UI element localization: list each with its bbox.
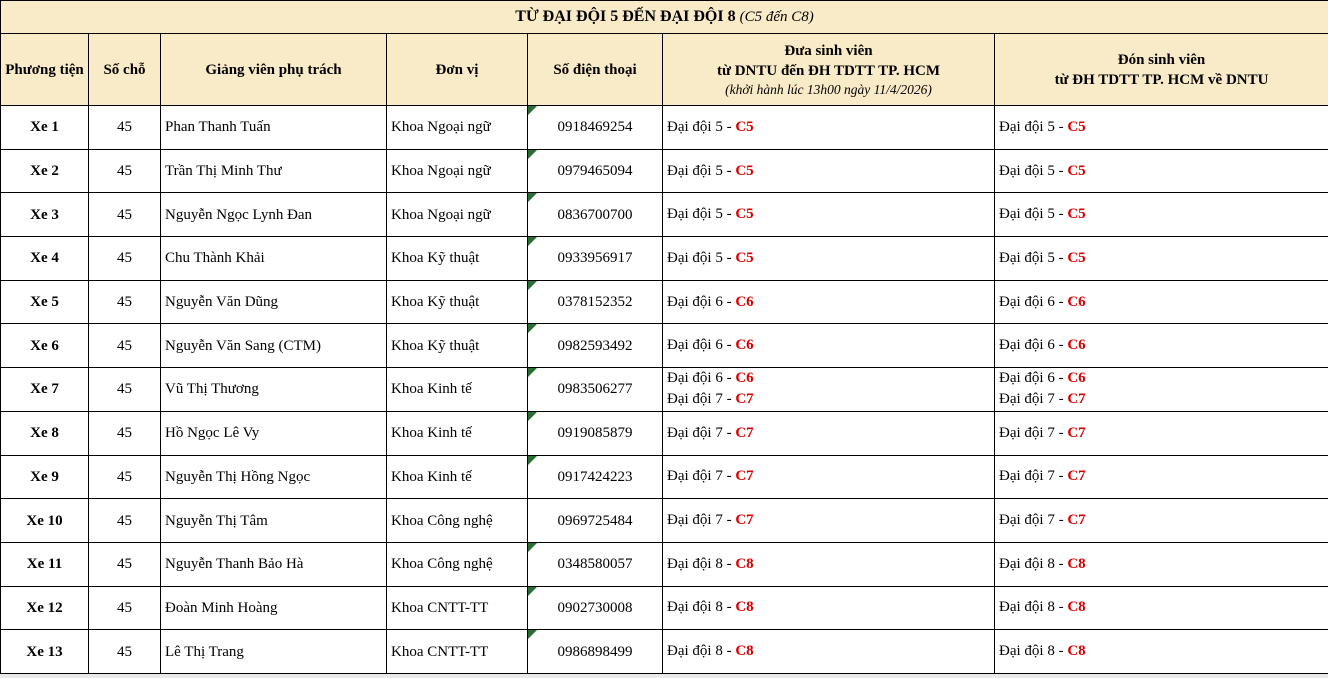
- column-header-vehicle[interactable]: Phương tiện: [1, 34, 89, 106]
- phone-number: 0933956917: [557, 250, 633, 267]
- phone-cell[interactable]: [528, 586, 663, 630]
- dropoff-cell[interactable]: [663, 455, 995, 499]
- company-code: C7: [1067, 468, 1086, 485]
- company-code: C7: [1067, 424, 1086, 441]
- unit-cell[interactable]: Khoa Kinh tế: [387, 411, 528, 455]
- assignment-line: [667, 423, 994, 444]
- table-row: [1, 455, 1328, 499]
- number-stored-as-text-icon: [528, 412, 537, 421]
- phone-number: 0836700700: [557, 206, 633, 223]
- vehicle-cell[interactable]: Xe 11: [1, 542, 89, 586]
- phone-number: 0979465094: [557, 163, 633, 180]
- dropoff-cell[interactable]: [663, 630, 995, 674]
- seats-cell[interactable]: 45: [89, 630, 161, 674]
- assignment-line: [999, 292, 1328, 313]
- assignment-text: Đại đội 5 -: [667, 118, 736, 135]
- assignment-line: [667, 335, 994, 356]
- table-row: [1, 324, 1328, 368]
- assignment-text: Đại đội 5 -: [667, 206, 736, 223]
- dropoff-cell[interactable]: [663, 411, 995, 455]
- column-header-dropoff[interactable]: Đưa sinh viên từ DNTU đến ĐH TDTT TP. HCM (khởi hành lúc 13h00 ngày 11/4/2026): [663, 34, 995, 106]
- number-stored-as-text-icon: [528, 587, 537, 596]
- assignment-text: Đại đội 6 -: [999, 337, 1068, 354]
- unit-cell[interactable]: Khoa Ngoại ngữ: [387, 193, 528, 237]
- lecturer-cell[interactable]: Nguyễn Ngọc Lynh Đan: [161, 193, 387, 237]
- dropoff-cell[interactable]: [663, 149, 995, 193]
- company-code: C5: [735, 162, 754, 179]
- assignment-text: Đại đội 5 -: [667, 162, 736, 179]
- phone-number: 0983506277: [557, 381, 633, 398]
- company-code: C8: [735, 599, 754, 616]
- assignment-line: [667, 597, 994, 618]
- assignment-text: Đại đội 6 -: [999, 293, 1068, 310]
- dropoff-cell[interactable]: [663, 324, 995, 368]
- seats-cell[interactable]: 45: [89, 280, 161, 324]
- dropoff-cell[interactable]: [663, 542, 995, 586]
- assignment-line: [667, 204, 994, 225]
- assignment-text: Đại đội 7 -: [667, 512, 736, 529]
- assignment-line: [667, 554, 994, 575]
- phone-number: 0982593492: [557, 337, 633, 354]
- assignment-line: [667, 510, 994, 531]
- assignment-text: Đại đội 8 -: [999, 599, 1068, 616]
- company-code: C7: [735, 424, 754, 441]
- pickup-cell[interactable]: [995, 455, 1328, 499]
- lecturer-cell[interactable]: Lê Thị Trang: [161, 630, 387, 674]
- phone-number: 0986898499: [557, 643, 633, 660]
- table-row: [1, 586, 1328, 630]
- number-stored-as-text-icon: [528, 456, 537, 465]
- table-row: [1, 193, 1328, 237]
- assignment-line: [667, 117, 994, 138]
- assignment-line: [999, 248, 1328, 269]
- pickup-cell[interactable]: [995, 106, 1328, 150]
- company-code: C5: [1067, 249, 1086, 266]
- phone-cell[interactable]: [528, 280, 663, 324]
- vehicle-cell[interactable]: Xe 2: [1, 149, 89, 193]
- assignment-text: Đại đội 6 -: [667, 293, 736, 310]
- assignment-text: Đại đội 6 -: [667, 337, 736, 354]
- unit-cell[interactable]: Khoa Kinh tế: [387, 455, 528, 499]
- table-row: [1, 237, 1328, 281]
- dropoff-cell[interactable]: [663, 193, 995, 237]
- company-code: C7: [1067, 512, 1086, 529]
- vehicle-cell[interactable]: Xe 7: [1, 368, 89, 412]
- assignment-line: [667, 292, 994, 313]
- dropoff-cell[interactable]: [663, 106, 995, 150]
- pickup-cell[interactable]: [995, 149, 1328, 193]
- company-code: C6: [735, 293, 754, 310]
- unit-cell[interactable]: Khoa Kỹ thuật: [387, 280, 528, 324]
- table-title: TỪ ĐẠI ĐỘI 5 ĐẾN ĐẠI ĐỘI 8: [515, 8, 736, 25]
- phone-cell[interactable]: [528, 193, 663, 237]
- unit-cell[interactable]: Khoa Kỹ thuật: [387, 237, 528, 281]
- assignment-text: Đại đội 7 -: [667, 391, 736, 408]
- phone-cell[interactable]: [528, 630, 663, 674]
- company-code: C7: [735, 468, 754, 485]
- vehicle-cell[interactable]: Xe 4: [1, 237, 89, 281]
- company-code: C6: [1067, 370, 1086, 387]
- assignment-line: [667, 368, 994, 389]
- dropoff-cell[interactable]: [663, 368, 995, 412]
- lecturer-cell[interactable]: Hồ Ngọc Lê Vy: [161, 411, 387, 455]
- header-row: [1, 34, 1328, 106]
- number-stored-as-text-icon: [528, 237, 537, 246]
- company-code: C5: [735, 206, 754, 223]
- company-code: C8: [735, 555, 754, 572]
- dropoff-cell[interactable]: [663, 280, 995, 324]
- assignment-text: Đại đội 5 -: [999, 249, 1068, 266]
- pickup-cell[interactable]: [995, 411, 1328, 455]
- unit-cell[interactable]: Khoa Công nghệ: [387, 542, 528, 586]
- table-row: [1, 106, 1328, 150]
- pickup-cell[interactable]: [995, 280, 1328, 324]
- seats-cell[interactable]: 45: [89, 586, 161, 630]
- company-code: C6: [1067, 293, 1086, 310]
- lecturer-cell[interactable]: Nguyễn Văn Dũng: [161, 280, 387, 324]
- seats-cell[interactable]: 45: [89, 411, 161, 455]
- assignment-line: [667, 248, 994, 269]
- assignment-line: [999, 117, 1328, 138]
- dropoff-departure-note: (khởi hành lúc 13h00 ngày 11/4/2026): [725, 81, 932, 97]
- table-row: [1, 630, 1328, 674]
- dropoff-cell[interactable]: [663, 237, 995, 281]
- assignment-line: [667, 641, 994, 662]
- number-stored-as-text-icon: [528, 106, 537, 115]
- vehicle-cell[interactable]: Xe 6: [1, 324, 89, 368]
- assignment-line: [999, 554, 1328, 575]
- assignment-text: Đại đội 5 -: [999, 118, 1068, 135]
- column-header-seats[interactable]: Số chỗ: [89, 34, 161, 106]
- unit-cell[interactable]: Khoa Ngoại ngữ: [387, 106, 528, 150]
- table-row: [1, 499, 1328, 543]
- unit-cell[interactable]: Khoa Kinh tế: [387, 368, 528, 412]
- company-code: C8: [1067, 555, 1086, 572]
- assignment-line: [999, 597, 1328, 618]
- column-header-pickup[interactable]: Đón sinh viên từ ĐH TDTT TP. HCM về DNTU: [995, 34, 1328, 106]
- phone-cell[interactable]: [528, 324, 663, 368]
- lecturer-cell[interactable]: Nguyễn Văn Sang (CTM): [161, 324, 387, 368]
- company-code: C8: [735, 643, 754, 660]
- phone-cell[interactable]: [528, 499, 663, 543]
- table-title-cell[interactable]: [1, 1, 1328, 34]
- phone-cell[interactable]: [528, 542, 663, 586]
- pickup-cell[interactable]: [995, 630, 1328, 674]
- number-stored-as-text-icon: [528, 150, 537, 159]
- column-header-phone[interactable]: Số điện thoại: [528, 34, 663, 106]
- pickup-cell[interactable]: [995, 368, 1328, 412]
- table-row: [1, 542, 1328, 586]
- pickup-cell[interactable]: [995, 542, 1328, 586]
- company-code: C7: [735, 391, 754, 408]
- title-row: [1, 1, 1328, 34]
- company-code: C6: [1067, 337, 1086, 354]
- assignment-line: [999, 641, 1328, 662]
- assignment-line: [999, 368, 1328, 389]
- pickup-cell[interactable]: [995, 237, 1328, 281]
- assignment-text: Đại đội 7 -: [999, 512, 1068, 529]
- seats-cell[interactable]: 45: [89, 149, 161, 193]
- column-header-lecturer[interactable]: Giảng viên phụ trách: [161, 34, 387, 106]
- vehicle-cell[interactable]: Xe 5: [1, 280, 89, 324]
- vehicle-cell[interactable]: Xe 3: [1, 193, 89, 237]
- table-row: [1, 149, 1328, 193]
- table-row: [1, 368, 1328, 412]
- phone-number: 0348580057: [557, 556, 633, 573]
- pickup-cell[interactable]: [995, 586, 1328, 630]
- assignment-text: Đại đội 7 -: [667, 468, 736, 485]
- assignment-line: [667, 466, 994, 487]
- number-stored-as-text-icon: [528, 324, 537, 333]
- vehicle-cell[interactable]: Xe 9: [1, 455, 89, 499]
- vehicle-cell[interactable]: Xe 13: [1, 630, 89, 674]
- company-code: C5: [1067, 118, 1086, 135]
- assignment-text: Đại đội 5 -: [999, 206, 1068, 223]
- assignment-text: Đại đội 8 -: [667, 599, 736, 616]
- vehicle-cell[interactable]: Xe 1: [1, 106, 89, 150]
- assignment-text: Đại đội 7 -: [999, 424, 1068, 441]
- phone-number: 0902730008: [557, 599, 633, 616]
- assignment-text: Đại đội 6 -: [667, 370, 736, 387]
- column-header-unit[interactable]: Đơn vị: [387, 34, 528, 106]
- company-code: C6: [735, 337, 754, 354]
- phone-number: 0969725484: [557, 512, 633, 529]
- phone-cell[interactable]: [528, 455, 663, 499]
- seats-cell[interactable]: 45: [89, 106, 161, 150]
- assignment-line: [999, 335, 1328, 356]
- assignment-line: [667, 389, 994, 410]
- assignment-line: [667, 161, 994, 182]
- number-stored-as-text-icon: [528, 630, 537, 639]
- table-body: [1, 106, 1328, 674]
- seats-cell[interactable]: 45: [89, 542, 161, 586]
- assignment-line: [999, 423, 1328, 444]
- pickup-cell[interactable]: [995, 499, 1328, 543]
- number-stored-as-text-icon: [528, 193, 537, 202]
- dropoff-cell[interactable]: [663, 586, 995, 630]
- company-code: C7: [1067, 391, 1086, 408]
- assignment-line: [999, 204, 1328, 225]
- dropoff-cell[interactable]: [663, 499, 995, 543]
- assignment-text: Đại đội 8 -: [999, 643, 1068, 660]
- unit-cell[interactable]: Khoa Ngoại ngữ: [387, 149, 528, 193]
- unit-cell[interactable]: Khoa Kỹ thuật: [387, 324, 528, 368]
- assignment-text: Đại đội 7 -: [999, 391, 1068, 408]
- lecturer-cell[interactable]: Phan Thanh Tuấn: [161, 106, 387, 150]
- lecturer-cell[interactable]: Vũ Thị Thương: [161, 368, 387, 412]
- assignment-text: Đại đội 7 -: [999, 468, 1068, 485]
- vehicle-cell[interactable]: Xe 10: [1, 499, 89, 543]
- phone-cell[interactable]: [528, 149, 663, 193]
- assignment-line: [999, 389, 1328, 410]
- assignment-line: [999, 161, 1328, 182]
- assignment-text: Đại đội 8 -: [667, 643, 736, 660]
- company-code: C8: [1067, 599, 1086, 616]
- seats-cell[interactable]: 45: [89, 324, 161, 368]
- assignment-line: [999, 466, 1328, 487]
- lecturer-cell[interactable]: Trần Thị Minh Thư: [161, 149, 387, 193]
- assignment-text: Đại đội 6 -: [999, 370, 1068, 387]
- company-code: C5: [1067, 162, 1086, 179]
- assignment-text: Đại đội 5 -: [667, 249, 736, 266]
- company-code: C5: [735, 249, 754, 266]
- pickup-cell[interactable]: [995, 324, 1328, 368]
- unit-cell[interactable]: Khoa CNTT-TT: [387, 586, 528, 630]
- number-stored-as-text-icon: [528, 281, 537, 290]
- company-code: C5: [1067, 206, 1086, 223]
- table-row: [1, 280, 1328, 324]
- lecturer-cell[interactable]: Đoàn Minh Hoàng: [161, 586, 387, 630]
- phone-cell[interactable]: [528, 237, 663, 281]
- lecturer-cell[interactable]: Nguyễn Thị Tâm: [161, 499, 387, 543]
- phone-number: 0378152352: [557, 294, 633, 311]
- phone-cell[interactable]: [528, 106, 663, 150]
- unit-cell[interactable]: Khoa CNTT-TT: [387, 630, 528, 674]
- assignment-line: [999, 510, 1328, 531]
- vehicle-cell[interactable]: Xe 12: [1, 586, 89, 630]
- assignment-text: Đại đội 5 -: [999, 162, 1068, 179]
- phone-number: 0917424223: [557, 468, 633, 485]
- vehicle-cell[interactable]: Xe 8: [1, 411, 89, 455]
- assignment-text: Đại đội 8 -: [999, 555, 1068, 572]
- seats-cell[interactable]: 45: [89, 368, 161, 412]
- phone-number: 0918469254: [557, 119, 633, 136]
- number-stored-as-text-icon: [528, 368, 537, 377]
- unit-cell[interactable]: Khoa Công nghệ: [387, 499, 528, 543]
- phone-number: 0919085879: [557, 425, 633, 442]
- lecturer-cell[interactable]: Nguyễn Thị Hồng Ngọc: [161, 455, 387, 499]
- company-code: C7: [735, 512, 754, 529]
- seats-cell[interactable]: 45: [89, 237, 161, 281]
- table-row: [1, 411, 1328, 455]
- seats-cell[interactable]: 45: [89, 193, 161, 237]
- seats-cell[interactable]: 45: [89, 455, 161, 499]
- assignment-text: Đại đội 7 -: [667, 424, 736, 441]
- seats-cell[interactable]: 45: [89, 499, 161, 543]
- phone-cell[interactable]: [528, 411, 663, 455]
- number-stored-as-text-icon: [528, 543, 537, 552]
- phone-cell[interactable]: [528, 368, 663, 412]
- company-code: C8: [1067, 643, 1086, 660]
- assignment-text: Đại đội 8 -: [667, 555, 736, 572]
- company-code: C5: [735, 118, 754, 135]
- company-code: C6: [735, 370, 754, 387]
- table-title-note: (C5 đến C8): [739, 9, 814, 25]
- lecturer-cell[interactable]: Nguyễn Thanh Bảo Hà: [161, 542, 387, 586]
- lecturer-cell[interactable]: Chu Thành Khải: [161, 237, 387, 281]
- pickup-cell[interactable]: [995, 193, 1328, 237]
